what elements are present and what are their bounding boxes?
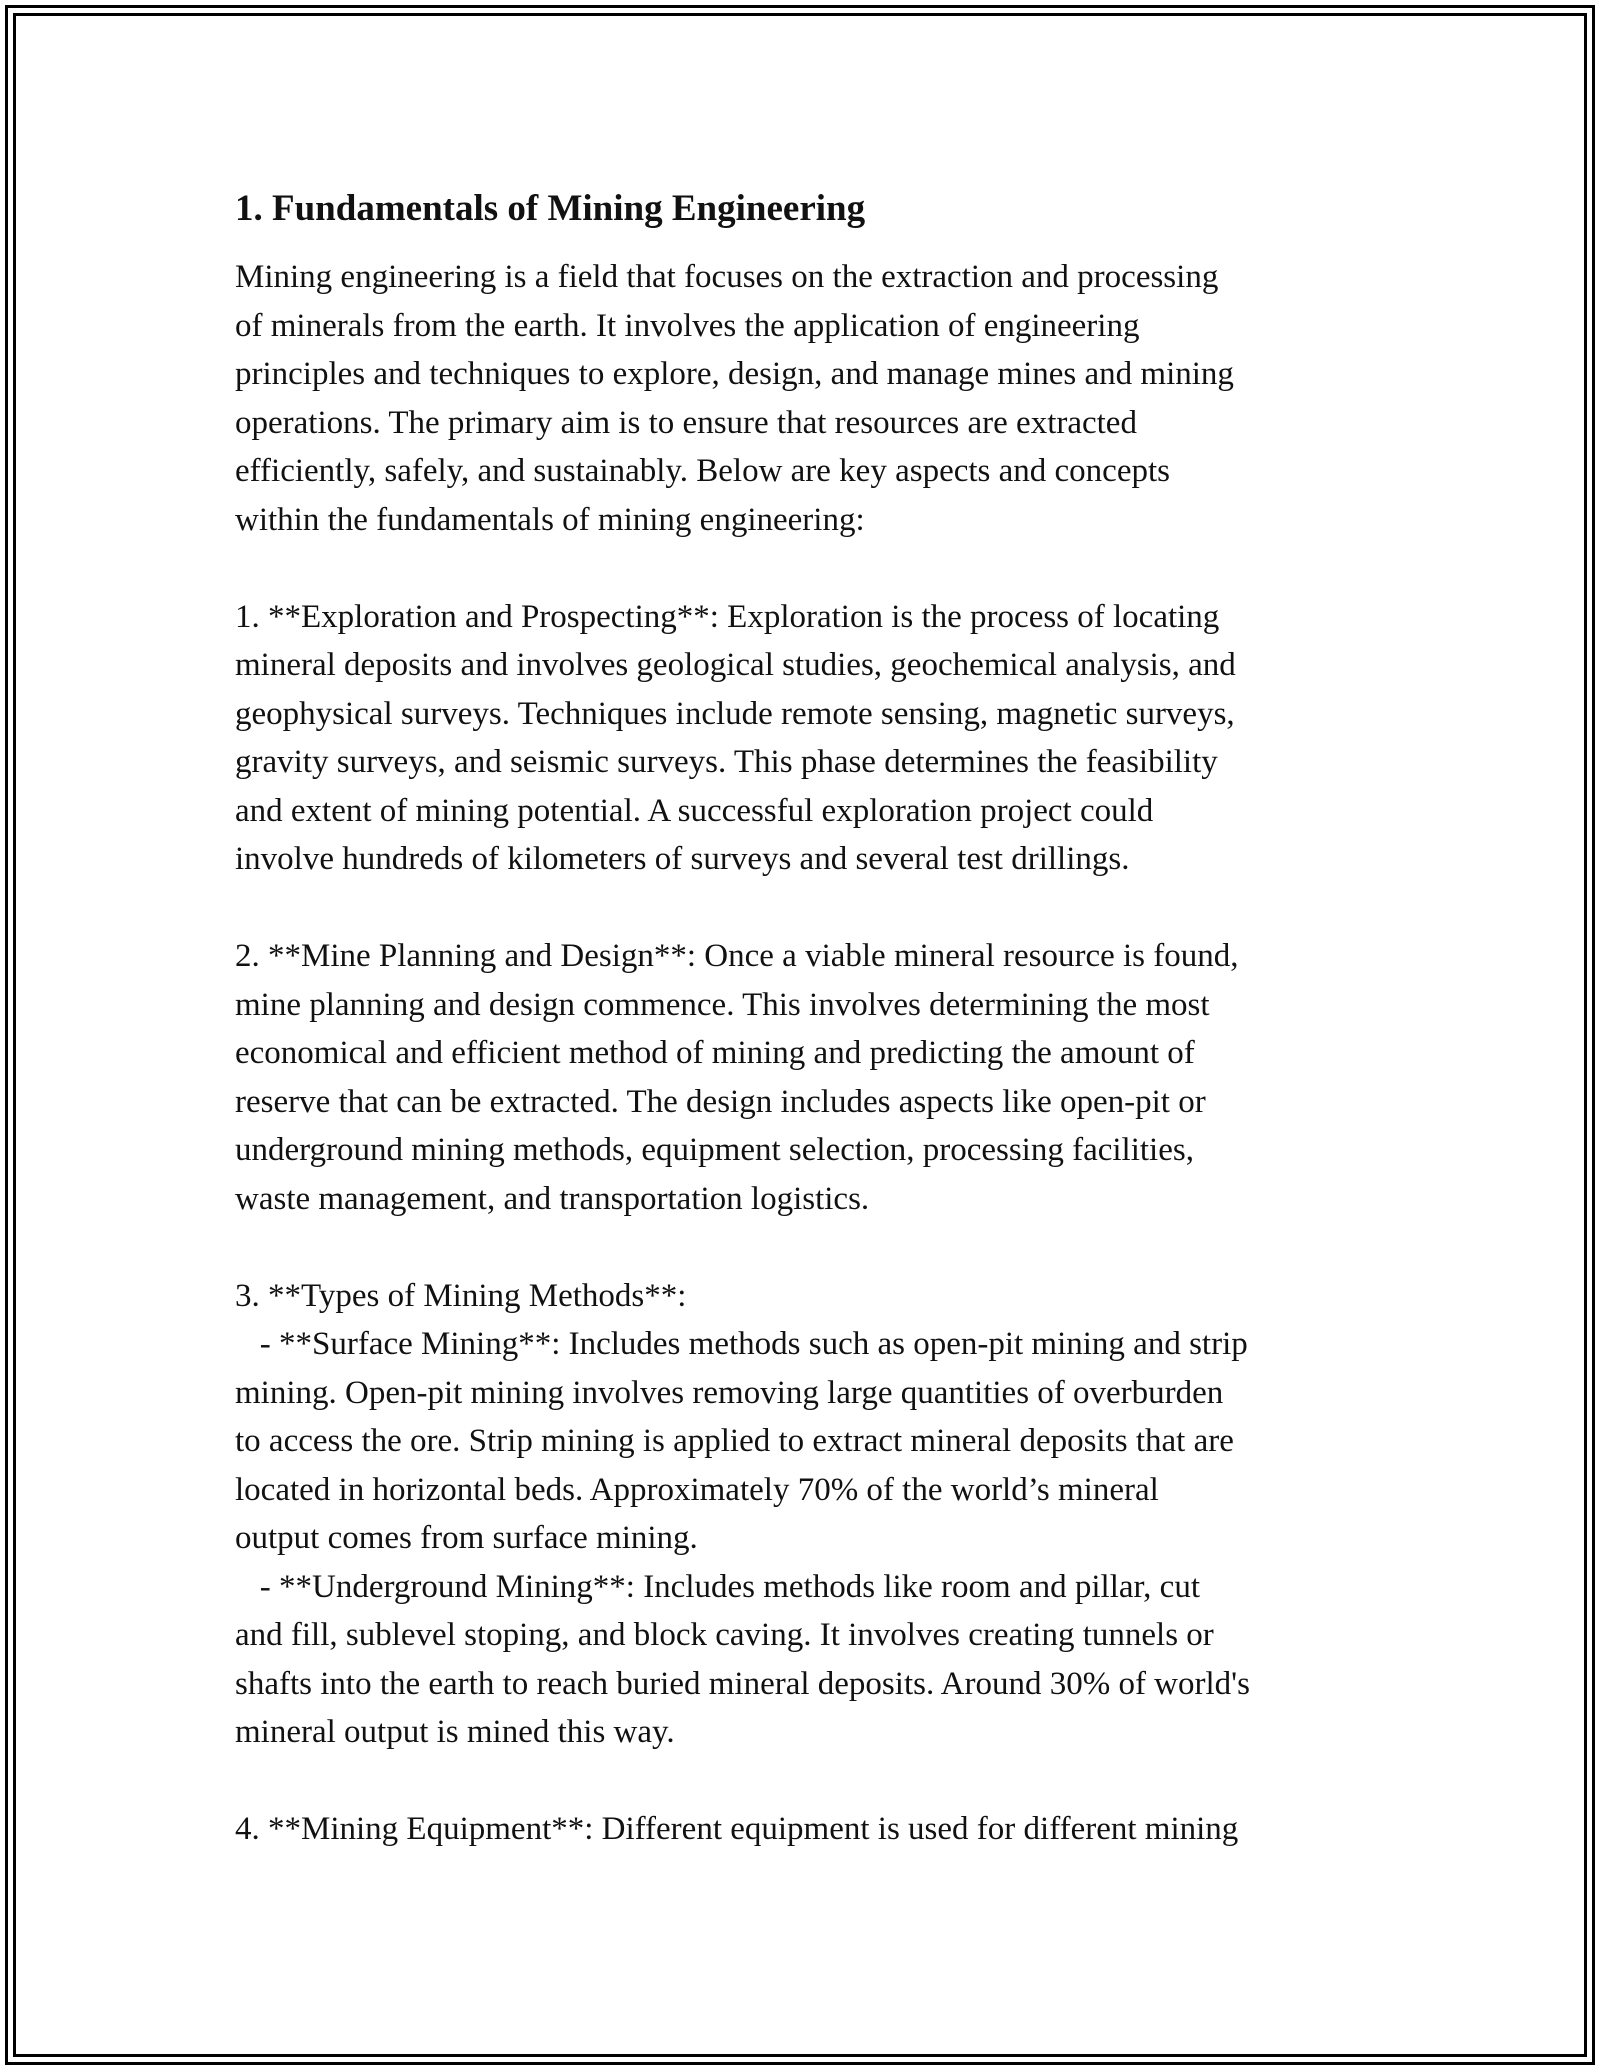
paragraph-spacer — [235, 1223, 1375, 1272]
list-item-mining-methods-title: 3. **Types of Mining Methods**: — [235, 1277, 687, 1314]
list-item-mine-planning: 2. **Mine Planning and Design**: Once a viable mineral resource is found, mine planning and design commence. This involves determining the most economical and efficient method of mining and predicting the amount of reserve that can be extracted. The design includes aspects like open-pit or underground mining methods, equipment selection, processing facilities, waste management, and transportation logistics. — [235, 938, 1239, 1217]
document-body — [235, 185, 1375, 1854]
list-item-mining-equipment: 4. **Mining Equipment**: Different equipment is used for different mining — [235, 1811, 1239, 1847]
sub-item-underground-mining: - **Underground Mining**: Includes methods like room and pillar, cut and fill, sublevel stoping, and block caving. It involves creating tunnels or shafts into the earth to reach buried mineral deposits. Around 30% of world's mineral output is mined this way. — [235, 1568, 1250, 1750]
list-item-exploration: 1. **Exploration and Prospecting**: Exploration is the process of locating mineral deposits and involves geological studies, geochemical analysis, and geophysical surveys. Techniques include remote sensing, magnetic surveys, gravity surveys, and seismic surveys. This phase determines the feasibility and extent of mining potential. A successful exploration project could involve hundreds of kilometers of surveys and several test drillings. — [235, 598, 1236, 877]
sub-item-surface-mining: - **Surface Mining**: Includes methods such as open-pit mining and strip mining. Open-pit mining involves removing large quantities of overburden to access the ore. Strip mining is applied to extract mineral deposits that are located in horizontal beds. Approximately 70% of the world’s mineral output comes from surface mining. — [235, 1326, 1248, 1556]
paragraph-spacer — [235, 1757, 1375, 1806]
paragraph-spacer — [235, 884, 1375, 933]
intro-paragraph: Mining engineering is a field that focuses on the extraction and processing of minerals from the earth. It involves the application of engineering principles and techniques to explore, design, and manage mines and mining operations. The primary aim is to ensure that resources are extracted efficiently, safely, and sustainably. Below are key aspects and concepts within the fundamentals of mining engineering: — [235, 259, 1234, 538]
section-heading: 1. Fundamentals of Mining Engineering — [235, 188, 866, 229]
paragraph-spacer — [235, 544, 1375, 593]
